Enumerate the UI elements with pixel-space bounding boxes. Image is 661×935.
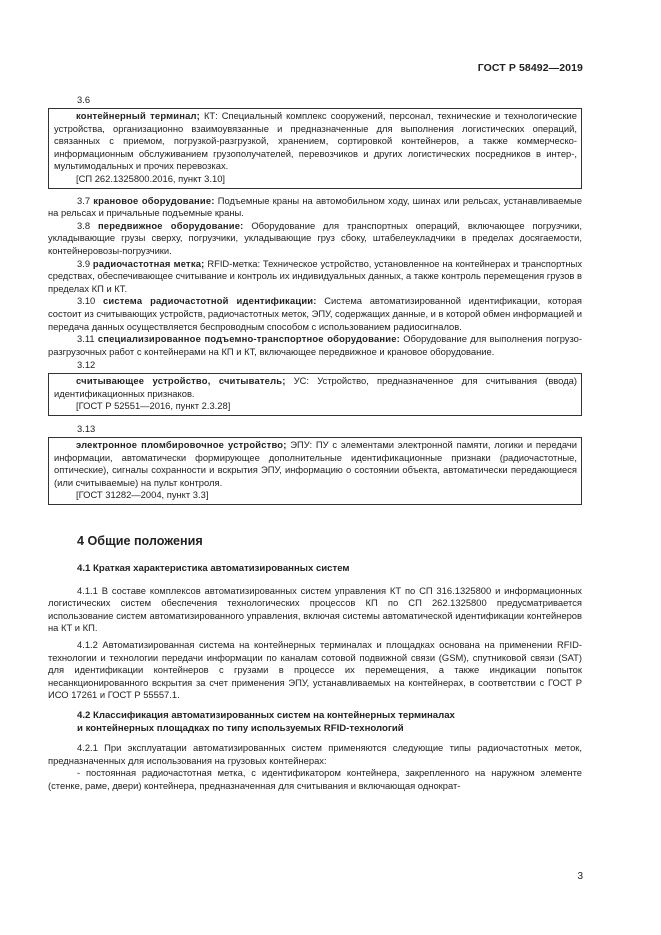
subsection-title-4-2: 4.2 Классификация автоматизированных систем на контейнерных терминалах и контейнерных площадках по типу используемых RFID-технологий [77, 709, 455, 734]
paragraph-4-1-2: 4.1.2 Автоматизированная система на контейнерных терминалах и площадках основана на применении RFID-технологии и технологии передачи информации по каналам сотовой подвижной связи (GSM), спутниковой связи (SAT) для идентификации контейнеров с грузами в процессе их перемещения, а также индикации попыток несанкционированного вскрытия за счет применения ЭПУ, устанавливаемых на контейнерах, в соответствии с ГОСТ Р ИСО 17261 и ГОСТ Р 55557.1. [48, 639, 582, 701]
clause-3-10: 3.10 система радиочастотной идентификации: Система автоматизированной идентификации, которая состоит из считывающих устройств, радиочастотных меток, ЭПУ, содержащих данные, и в которой обмен информацией и передача данных осуществляется беспроводным способом с использованием радиосигналов. [48, 295, 582, 332]
paragraph-4-1-1: 4.1.1 В составе комплексов автоматизированных систем управления КТ по СП 316.1325800 и информационных логистических систем обеспечения технологических процессов КП по СП 262.1325800 предусматривается использование систем автоматизированного управления, включая системы автоматической идентификации контейнеров на КТ и КП. [48, 584, 582, 634]
clause-number: 3.12 [77, 359, 96, 371]
definition-box-3-13 [48, 437, 582, 505]
source-reference: [ГОСТ Р 52551—2016, пункт 2.3.28] [76, 400, 231, 412]
clause-3-11: 3.11 специализированное подъемно-транспортное оборудование: Оборудование для выполнения погрузо-разгрузочных работ с контейнерами на КП и КТ, включающее передвижное и крановое оборудование. [48, 333, 583, 357]
clause-3-9: 3.9 радиочастотная метка; RFID-метка: Техническое устройство, установленное на контейнерах и транспортных средствах, обеспечивающее считывание и контроль их индивидуальных данных, а также контроль перемещения грузов в пределах КП и КТ. [48, 257, 583, 294]
clause-number: 3.6 [77, 94, 91, 105]
definition-text: КТ: Специальный комплекс сооружений, персонал, технические и технологические устройства, организационно взаимоувязанные и предназначенные для выполнения логистических операций, связанных с приемом, погрузкой-разгрузкой, хранением, сортировкой контейнеров, а также коммерческо-информационным обслуживанием грузополучателей, перевозчиков и других логистических посредников в интер-, мультимодальных и прочих перевозках. [54, 110, 577, 172]
clause-3-7: 3.7 крановое оборудование: Подъемные краны на автомобильном ходу, шинах или рельсах, устанавливаемые на рельсах и причальные подъемные краны. [48, 194, 582, 219]
term: специализированное подъемно-транспортное оборудование: [97, 333, 400, 345]
document-code: ГОСТ Р 58492—2019 [477, 62, 583, 74]
definition-text: УС: Устройство, предназначенное для считывания (ввода) идентификационных признаков. [54, 375, 577, 399]
term: система радиочастотной идентификации: [102, 295, 317, 307]
clause-number: 3.13 [77, 423, 96, 435]
definition-box-3-6 [48, 108, 582, 189]
subsection-title-4-1: 4.1 Краткая характеристика автоматизированных систем [77, 563, 350, 575]
source-reference: [СП 262.1325800.2016, пункт 3.10] [76, 172, 226, 184]
term: передвижное оборудование: [97, 219, 244, 231]
paragraph-4-2-1: 4.2.1 При эксплуатации автоматизированных систем применяются следующие типы радиочастотных меток, предназначенных для использования на грузовых контейнерах: [48, 742, 582, 766]
page-content [48, 93, 582, 793]
clause-3-8: 3.8 передвижное оборудование: Оборудование для транспортных операций, включающее погрузчики, укладывающие грузы сверху, погрузчики, укладывающие груз сбоку, штабелеукладчики в пределах досягаемости, контейнеровозы-погрузчики. [48, 219, 582, 256]
term: считывающее устройство, считыватель; [76, 375, 286, 387]
list-item: - постоянная радиочастотная метка, с идентификатором контейнера, закрепленного на наружном элементе (стенке, раме, двери) контейнера, предназначенная для считывания и включающая однократ- [48, 767, 582, 791]
definition-text: ЭПУ: ПУ с элементами электронной памяти, логики и передачи информации, автоматически формирующее дополнительные идентификационные признаки (радиочастотные, оптические), сигналы сохранности и вскрытия ЭПУ, информацию о состоянии объекта, автоматически передающиеся (или считываемые) на пульт контроля. [54, 439, 577, 488]
definition-box-3-12 [48, 373, 582, 416]
section-title: 4 Общие положения [77, 534, 203, 549]
term: контейнерный терминал; [76, 110, 200, 121]
source-reference: [ГОСТ 31282—2004, пункт 3.3] [76, 489, 209, 501]
page-number: 3 [577, 871, 583, 882]
term: электронное пломбировочное устройство; [76, 439, 287, 451]
term: крановое оборудование: [93, 194, 215, 206]
term: радиочастотная метка; [92, 257, 205, 269]
